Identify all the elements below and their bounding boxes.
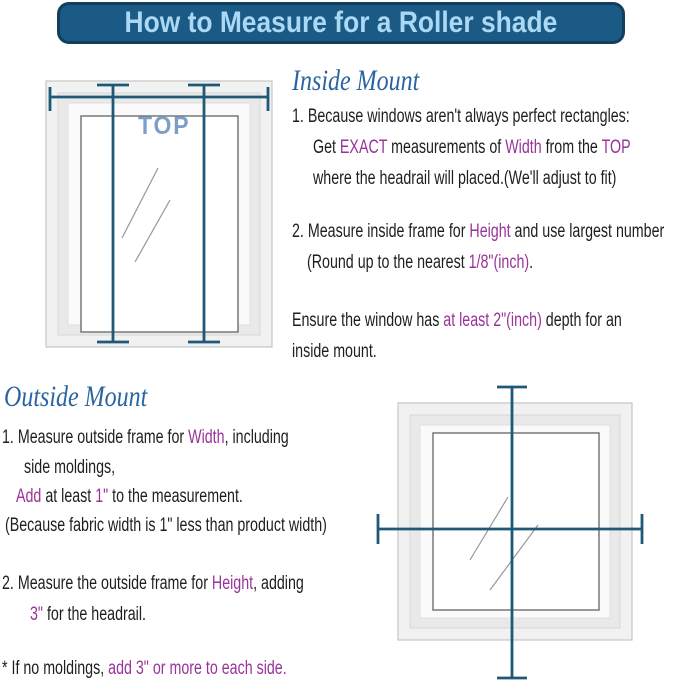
outside-step1-line3	[16, 486, 243, 508]
inside-mount-window-illustration	[38, 80, 278, 355]
outside-mount-window-svg	[370, 375, 655, 685]
text-segment: .	[529, 252, 534, 273]
inside-step1-line3	[313, 168, 616, 190]
highlight-width: Width	[188, 427, 225, 448]
text-segment: 1. Measure outside frame for	[2, 427, 189, 448]
highlight-eighth-inch: 1/8"(inch)	[468, 252, 530, 273]
text-segment: for the headrail.	[42, 604, 146, 625]
outside-mount-heading: Outside Mount	[4, 380, 148, 413]
text-segment: (Round up to the nearest	[307, 252, 469, 273]
outside-step2-line2	[30, 604, 146, 626]
outside-step2-line1	[2, 573, 304, 595]
highlight-add-three-each-side: add 3" or more to each side.	[108, 658, 287, 679]
text-segment: Get	[313, 137, 340, 158]
highlight-width: Width	[505, 137, 542, 158]
highlight-add: Add	[16, 486, 42, 507]
outside-step1-line4	[5, 515, 327, 537]
text-segment: , adding	[253, 573, 304, 594]
inside-note-line1	[292, 310, 622, 332]
highlight-depth: at least 2"(inch)	[443, 310, 542, 331]
inside-step1-line1	[292, 106, 630, 128]
text-segment: * If no moldings,	[2, 658, 109, 679]
text-segment: Ensure the window has	[292, 310, 444, 331]
inside-mount-heading: Inside Mount	[292, 64, 420, 97]
text-segment: inside mount.	[292, 341, 377, 362]
inside-step2-line2	[307, 252, 533, 274]
highlight-one-inch: 1"	[95, 486, 109, 507]
outside-step1-line2	[24, 457, 115, 479]
text-segment: (Because fabric width is 1" less than product width)	[5, 515, 327, 536]
inside-step2-line1	[292, 221, 664, 243]
highlight-exact: EXACT	[339, 137, 388, 158]
text-segment: where the headrail will placed.(We'll adjust to fit)	[313, 168, 617, 189]
text-segment: 1. Because windows aren't always perfect rectangles:	[292, 106, 630, 127]
title-banner	[57, 2, 625, 44]
page-title: How to Measure for a Roller shade	[124, 6, 558, 39]
highlight-three-inch: 3"	[30, 604, 43, 625]
text-segment: from the	[541, 137, 602, 158]
text-segment: 2. Measure inside frame for	[292, 221, 470, 242]
highlight-height: Height	[469, 221, 511, 242]
outside-step1-line1	[2, 427, 289, 449]
top-position-label: TOP	[138, 112, 191, 140]
inside-note-line2	[292, 341, 377, 363]
text-segment: at least	[41, 486, 96, 507]
text-segment: depth for an	[541, 310, 622, 331]
text-segment: to the measurement.	[108, 486, 243, 507]
window-glass	[81, 116, 238, 332]
text-segment: , including	[224, 427, 289, 448]
highlight-height: Height	[211, 573, 254, 594]
text-segment: and use largest number	[510, 221, 665, 242]
text-segment: measurements of	[387, 137, 506, 158]
outside-mount-window-illustration	[370, 375, 655, 685]
inside-step1-line2	[313, 137, 631, 159]
text-segment: side moldings,	[24, 457, 116, 478]
outside-note-line	[2, 658, 287, 680]
window-glass	[433, 433, 599, 610]
text-segment: 2. Measure the outside frame for	[2, 573, 212, 594]
highlight-top: TOP	[601, 137, 631, 158]
